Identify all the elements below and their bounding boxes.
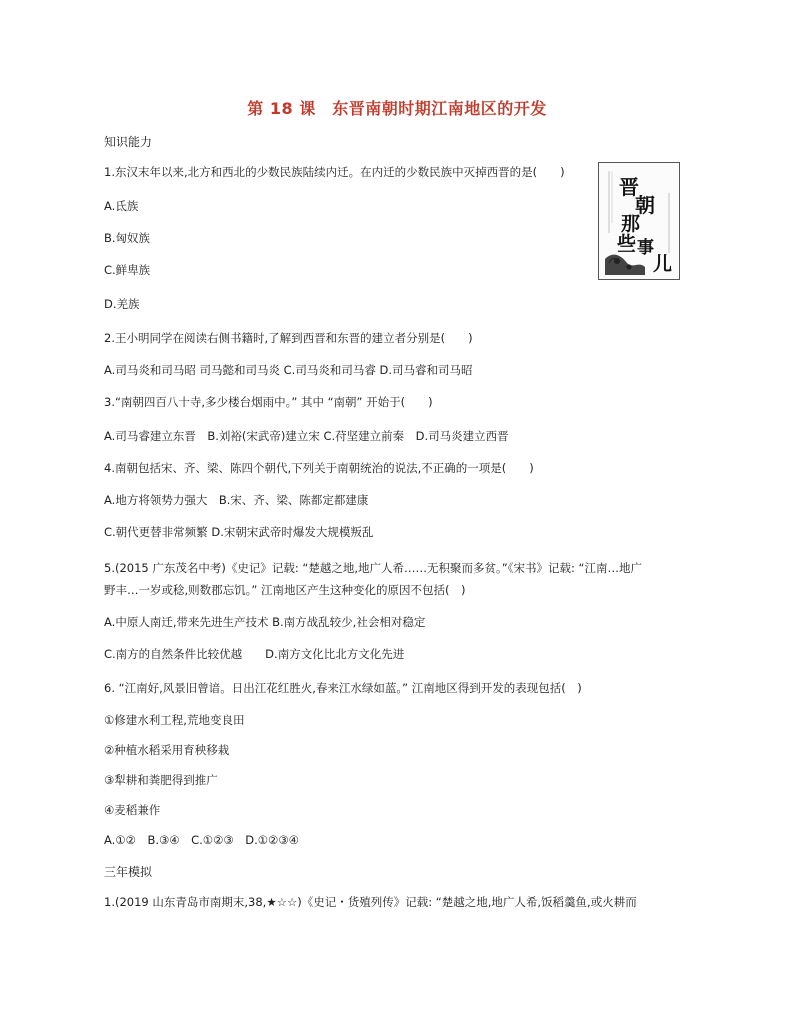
- q6-item-3: ③犁耕和粪肥得到推广: [104, 773, 218, 787]
- lesson-title: 第 18 课 东晋南朝时期江南地区的开发: [247, 99, 547, 118]
- q1-option-a: A.氐族: [104, 199, 139, 213]
- q5-options-line2: C.南方的自然条件比较优越 D.南方文化比北方文化先进: [104, 647, 405, 661]
- q5-stem-line2: 野丰…一岁或稔,则数郡忘饥。” 江南地区产生这种变化的原因不包括( ): [104, 583, 466, 597]
- q1-option-d: D.羌族: [104, 297, 140, 311]
- book-cover-image: [598, 162, 680, 280]
- q5-stem-line1: 5.(2015 广东茂名中考)《史记》记载: “楚越之地,地广人希……无积聚而多贫。”《宋书》记载: “江南…地广: [104, 561, 642, 575]
- q4-options-line1: A.地方将领势力强大 B.宋、齐、梁、陈都定都建康: [104, 493, 369, 507]
- q4-stem: 4.南朝包括宋、齐、梁、陈四个朝代,下列关于南朝统治的说法,不正确的一项是( ): [104, 461, 534, 475]
- q2-stem: 2.王小明同学在阅读右侧书籍时,了解到西晋和东晋的建立者分别是( ): [104, 331, 473, 345]
- book-title-char: 那: [621, 213, 641, 235]
- m1-stem: 1.(2019 山东青岛市南期末,38,★☆☆)《史记・货殖列传》记载: “楚越之地,地广人希,饭稻羹鱼,或火耕而: [104, 895, 637, 909]
- q6-stem: 6. “江南好,风景旧曾谙。日出江花红胜火,春来江水绿如蓝。” 江南地区得到开发的表现包括( ): [104, 681, 582, 695]
- q3-stem: 3.“南朝四百八十寺,多少楼台烟雨中。” 其中 “南朝” 开始于( ): [104, 395, 433, 409]
- book-title-char: 朝: [635, 193, 655, 217]
- q3-options: A.司马睿建立东晋 B.刘裕(宋武帝)建立宋 C.苻坚建立前秦 D.司马炎建立西晋: [104, 429, 509, 443]
- q1-option-c: C.鲜卑族: [104, 263, 151, 277]
- q5-options-line1: A.中原人南迁,带来先进生产技术 B.南方战乱较少,社会相对稳定: [104, 615, 426, 629]
- q6-item-4: ④麦稻兼作: [104, 803, 161, 817]
- q2-options: A.司马炎和司马昭 司马懿和司马炎 C.司马炎和司马睿 D.司马睿和司马昭: [104, 363, 473, 377]
- q6-item-2: ②种植水稻采用育秧移栽: [104, 743, 230, 757]
- q4-options-line2: C.朝代更替非常频繁 D.宋朝宋武帝时爆发大规模叛乱: [104, 525, 374, 539]
- q6-item-1: ①修建水利工程,荒地变良田: [104, 713, 245, 727]
- book-title-char: 儿: [653, 253, 673, 275]
- book-title-char: 事: [637, 238, 654, 258]
- book-title-char: 晋: [619, 175, 639, 199]
- q1-option-b: B.匈奴族: [104, 231, 151, 245]
- q6-options: A.①② B.③④ C.①②③ D.①②③④: [104, 833, 299, 847]
- section-heading-three-year: 三年模拟: [104, 865, 153, 879]
- q1-stem: 1.东汉末年以来,北方和西北的少数民族陆续内迁。在内迁的少数民族中灭掉西晋的是( ): [104, 165, 565, 179]
- section-heading-knowledge: 知识能力: [104, 135, 153, 149]
- book-title-char: 些: [617, 233, 637, 255]
